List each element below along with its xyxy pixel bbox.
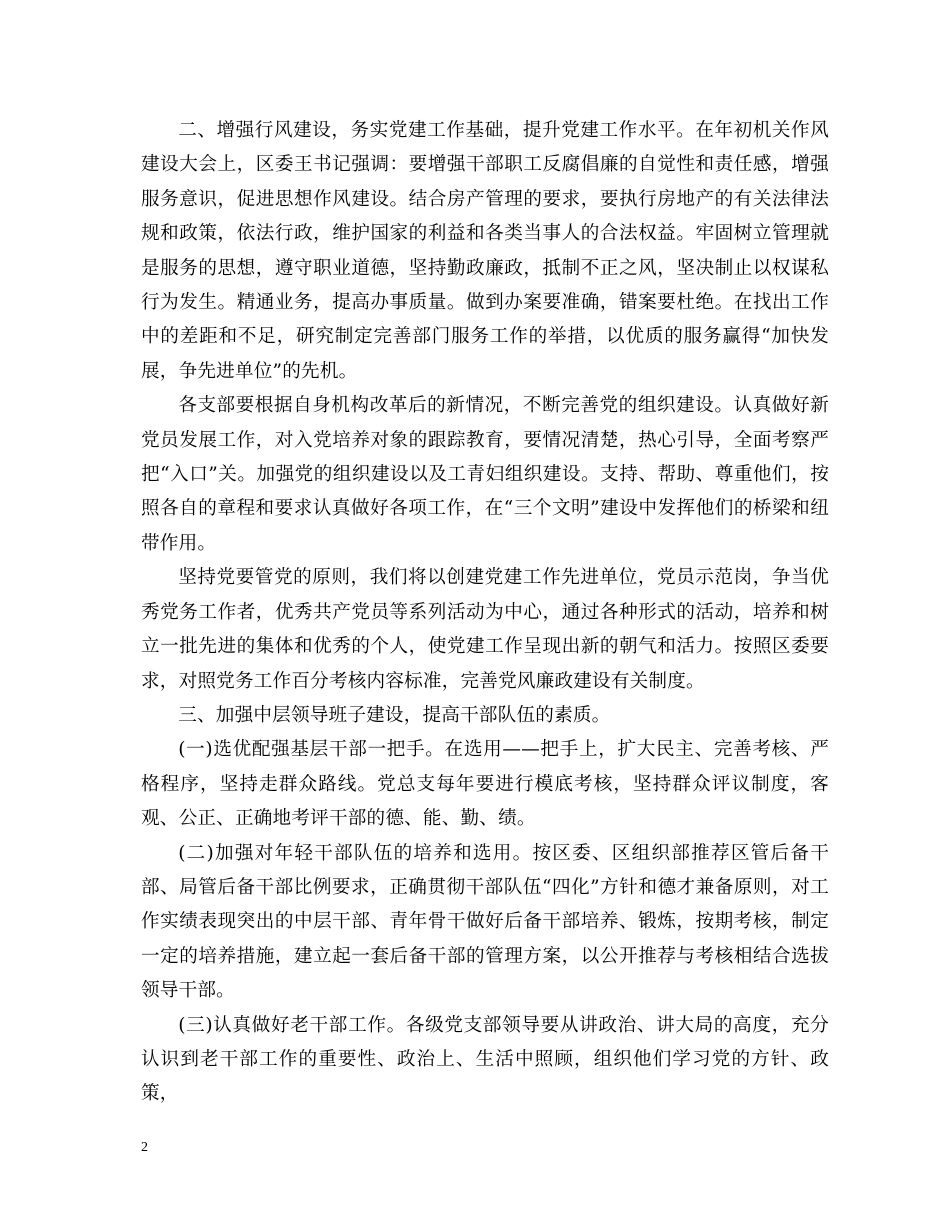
paragraph-4: 三、加强中层领导班子建设，提高干部队伍的素质。	[178, 704, 611, 726]
paragraph-1: 二、增强行风建设，务实党建工作基础，提升党建工作水平。在年初机关作风建设大会上，区委王书记强调：要增强干部职工反腐倡廉的自觉性和责任感，增强服务意识，促进思想作风建设。结合房产管理的要求，要执行房地产的有关法律法规和政策，依法行政，维护国家的利益和各类当事人的合法权益。牢固树立管理就是服务的思想，遵守职业道德，坚持勤政廉政，抵制不正之风，坚决制止以权谋私行为发生。精通业务，提高办事质量。做到办案要准确，错案要杜绝。在找出工作中的差距和不足，研究制定完善部门服务工作的举措，以优质的服务赢得“加快发展，争先进单位”的先机。	[141, 120, 829, 382]
page-number: 2	[141, 1140, 148, 1155]
paragraph-7: (三)认真做好老干部工作。各级党支部领导要从讲政治、讲大局的高度，充分认识到老干部工作的重要性、政治上、生活中照顾，组织他们学习党的方针、政策，	[141, 1014, 829, 1105]
paragraph-2: 各支部要根据自身机构改革后的新情况，不断完善党的组织建设。认真做好新党员发展工作，对入党培养对象的跟踪教育，要情况清楚，热心引导，全面考察严把“入口”关。加强党的组织建设以及工青妇组织建设。支持、帮助、尊重他们，按照各自的章程和要求认真做好各项工作，在“三个文明”建设中发挥他们的桥梁和纽带作用。	[141, 395, 829, 554]
paragraph-3: 坚持党要管党的原则，我们将以创建党建工作先进单位，党员示范岗，争当优秀党务工作者，优秀共产党员等系列活动为中心，通过各种形式的活动，培养和树立一批先进的集体和优秀的个人，使党建工作呈现出新的朝气和活力。按照区委要求，对照党务工作百分考核内容标准，完善党风廉政建设有关制度。	[141, 567, 829, 692]
paragraph-5: (一)选优配强基层干部一把手。在选用——把手上，扩大民主、完善考核、严格程序，坚持走群众路线。党总支每年要进行模底考核，坚持群众评议制度，客观、公正、正确地考评干部的德、能、勤、绩。	[141, 739, 829, 830]
paragraph-6: (二)加强对年轻干部队伍的培养和选用。按区委、区组织部推荐区管后备干部、局管后备干部比例要求，正确贯彻干部队伍“四化”方针和德才兼备原则，对工作实绩表现突出的中层干部、青年骨干做好后备干部培养、锻炼，按期考核，制定一定的培养措施，建立起一套后备干部的管理方案，以公开推荐与考核相结合选拔领导干部。	[141, 842, 829, 1002]
document-body	[141, 114, 829, 1112]
